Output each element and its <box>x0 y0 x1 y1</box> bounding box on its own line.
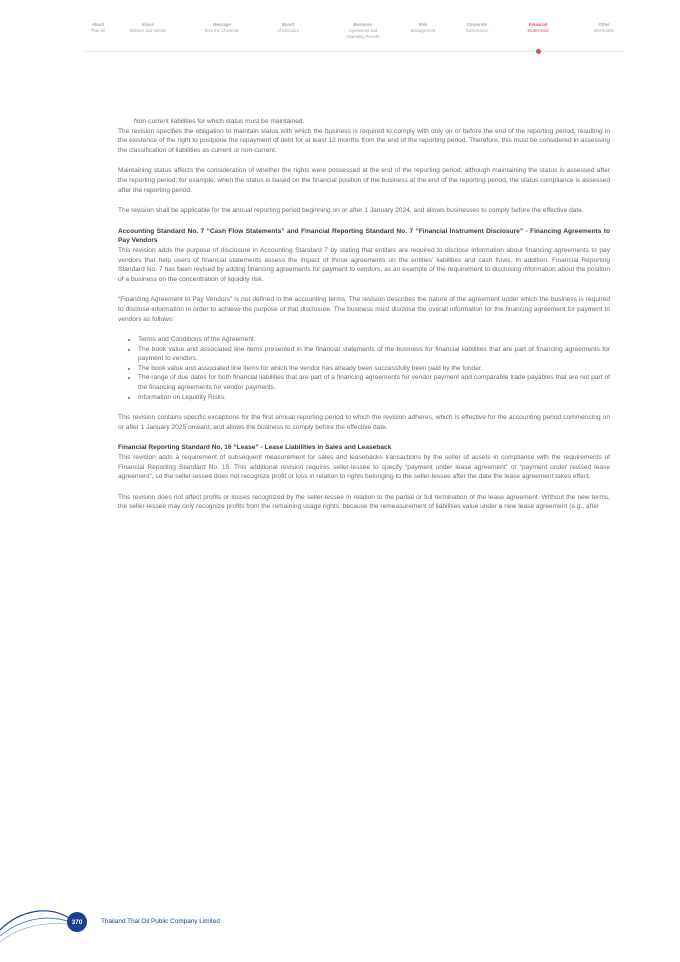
nav-item-5[interactable] <box>411 22 435 34</box>
nav-item-2[interactable] <box>205 22 240 34</box>
nav-item-4[interactable] <box>346 22 380 40</box>
nav-item-label: Corporate <box>466 22 487 27</box>
paragraph: Non-current liabilities for which status must be maintained. <box>134 118 305 125</box>
page-number-badge <box>67 912 87 932</box>
nav-item-0[interactable] <box>91 22 105 34</box>
list-item: • The range of due dates for both financial liabilities that are part of a financing agreements for vendor payment and comparable trade payables that are not part of the financing agreements for vendor payments. <box>138 373 610 392</box>
list-item: • The book value and associated line items for which the vendor has already been successfully been paid by the funder. <box>138 364 610 374</box>
list-item: • The book value and associated line items presented in the financial statements of the business for financial liabilities that are part of financing agreements for payment to vendors. <box>138 345 610 364</box>
company-name: Thailand Thai Oil Public Company Limited <box>101 918 220 925</box>
nav-item-1[interactable] <box>130 22 166 34</box>
active-section-marker <box>536 49 541 54</box>
nav-item-label: Management <box>410 28 436 33</box>
nav-item-label: from the Chairman <box>204 28 240 33</box>
paragraph: This revision adds the purpose of disclosure in Accounting Standard 7 by stating that entities are required to disclose information about financing agreements to pay vendors that help users of financial statements assess the impact of those agreements on the entities' liabilities and cash flows. In addition, Financial Reporting Standard No. 7 has been revised by adding financing agreements for payment to vendors, as an example of the requirement to disclosing information about the position of a business on the concentration of liquidity risk. <box>118 246 610 283</box>
section-heading: Accounting Standard No. 7 “Cash Flow Statements” and Financial Reporting Standard No. 7 “Financial Instrument Disclosure” - Financing Agreements to Pay Vendors <box>118 227 610 245</box>
paragraph: This revision contains specific exceptions for the first annual reporting period to which the revision adheres, which is effective for the accounting period commencing on or after 1 January 2025 onward, and allows the business to comply before the effective date. <box>118 414 610 431</box>
nav-item-3[interactable] <box>277 22 298 34</box>
page-number: 370 <box>71 918 83 926</box>
nav-item-label: Governance <box>465 28 489 33</box>
paragraph: The revision specifies the obligation to maintain status with which the business is required to comply with only on or before the end of the reporting period, resulting in the existence of the right to postpone the repayment of debt for at least 12 months from the end of the reporting period. Therefore, this must be considered in assessing the classification of liabilities as current or non-current. <box>118 127 610 154</box>
nav-item-label: Other <box>598 22 610 27</box>
nav-item-label: Operations and <box>348 28 378 33</box>
nav-item-label: Thai Oil <box>90 28 106 33</box>
nav-item-label: Mission and Values <box>129 28 167 33</box>
nav-item-label: Information <box>593 28 615 33</box>
nav-item-label: Vision <box>141 22 155 27</box>
nav-item-label: Board <box>281 22 295 27</box>
paragraph: This revision does not affect profits or losses recognized by the seller-lessee in relation to the partial or full termination of the lease agreement. Without the new terms, the seller-lessee may only recognize profits from the remaining usage rights, because the remeasurement of liabilities value under a new lease agreement (e.g., after <box>118 493 610 511</box>
nav-item-label: Statements <box>527 28 549 33</box>
paragraph: “Financing Agreement to Pay Vendors” is not defined in the accounting terms. The revision describes the nature of the agreement under which the business is required to disclose information in order to achieve the purpose of that disclosure. The business must disclose the overall information for the financing agreement for payment to vendors as follows: <box>118 296 610 323</box>
list-item: • Terms and Conditions of the Agreement. <box>138 335 610 345</box>
nav-item-label: About <box>91 22 105 27</box>
list-item: • Information on Liquidity Risks. <box>138 393 610 403</box>
nav-item-8[interactable] <box>594 22 615 34</box>
paragraph: Maintaining status affects the consideration of whether the rights were possessed at the end of the reporting period, although maintaining the status is assessed after the reporting period; for example, when the status is based on the financial position of the business at the end of the reporting period, the status compliance is assessed after the reporting period. <box>118 167 610 194</box>
nav-item-7[interactable] <box>527 22 548 34</box>
nav-item-label: Operating Results <box>346 34 380 39</box>
nav-divider <box>84 51 624 52</box>
paragraph: This revision adds a requirement of subsequent measurement for sales and leasebacks transactions by the seller of assets in compliance with the requirements of Financial Reporting Standard No. 15. This additional revision requires seller-lessee to specify “payment under lease agreement” or “payment under revised lease agreement”, so the seller-lessee does not recognize profit or loss in relation to rights belonging to the seller-lessee after the date the lease agreement takes effect. <box>118 454 610 481</box>
nav-item-6[interactable] <box>466 22 489 34</box>
nav-item-label: of Directors <box>277 28 299 33</box>
nav-item-label: Financial <box>528 22 548 27</box>
bullet-list <box>118 335 610 402</box>
top-navigation <box>84 22 624 48</box>
paragraph: The revision shall be applicable for the annual reporting period beginning on or after 1 January 2024, and allows businesses to comply before the effective date. <box>118 207 584 215</box>
nav-item-label: Risk <box>418 22 428 27</box>
section-heading: Financial Reporting Standard No. 16 “Lease” - Lease Liabilities in Sales and Leaseback <box>118 444 392 452</box>
nav-item-label: Business <box>353 22 373 27</box>
nav-item-label: Message <box>213 22 231 27</box>
document-body <box>118 117 610 523</box>
